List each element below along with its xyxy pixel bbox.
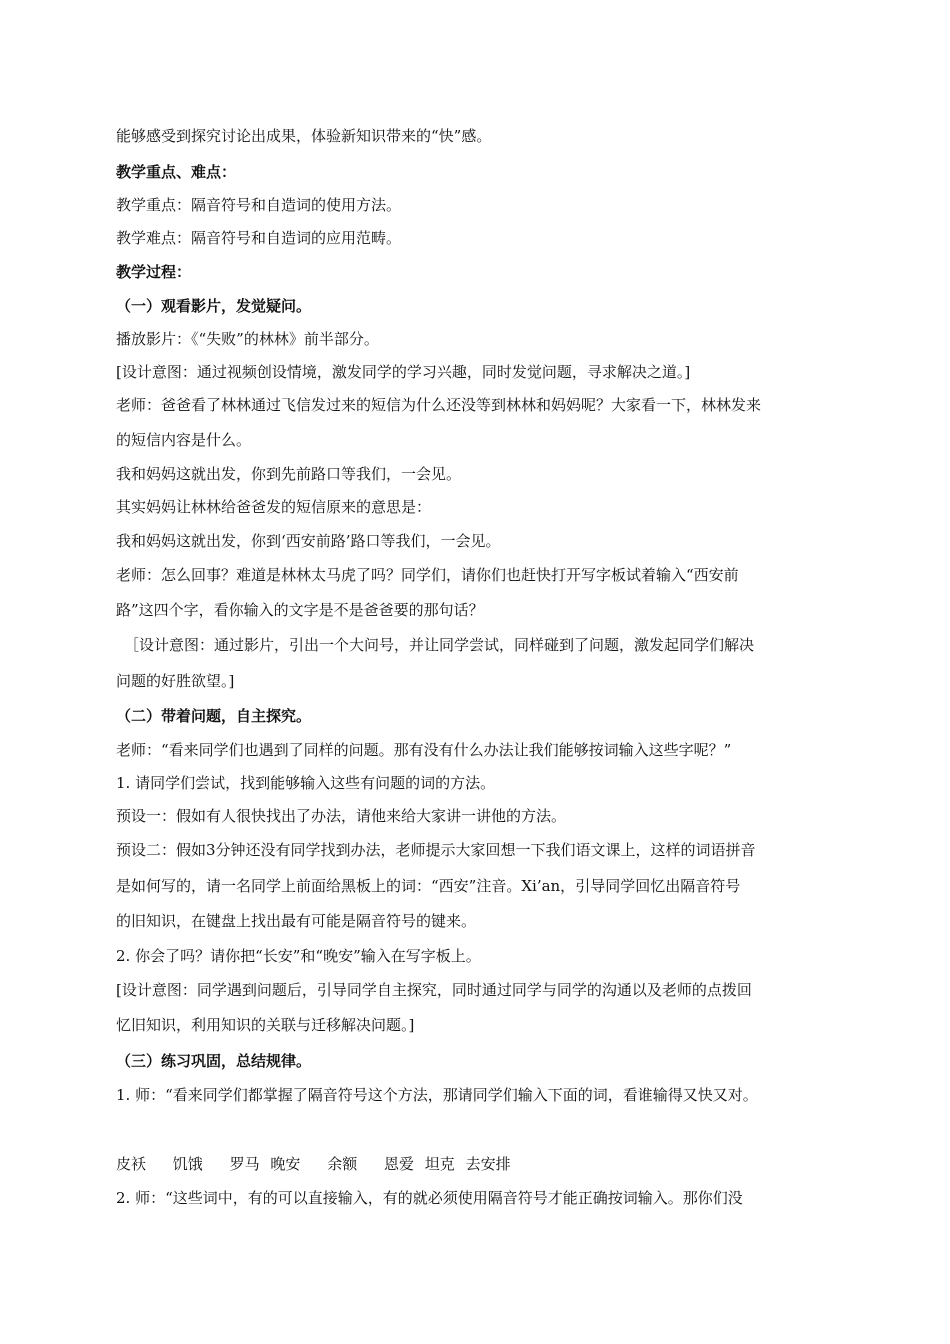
heading-section-2: （二）带着问题，自主探究。: [116, 707, 312, 725]
paragraph-key-point: 教学重点：隔音符号和自造词的使用方法。: [116, 196, 402, 214]
practice-word: 罗马: [229, 1155, 260, 1173]
list-item-practice-1: 1. 师：“看来同学们都掌握了隔音符号这个方法，那请同学们输入下面的词，看谁输得又快又对。: [116, 1086, 758, 1104]
paragraph-teacher-2b: 路”这四个字，看你输入的文字是不是爸爸要的那句话？: [116, 601, 484, 619]
practice-word: 恩爱: [383, 1155, 414, 1173]
practice-word: 去安排: [465, 1155, 511, 1173]
practice-word-list: [116, 1154, 533, 1174]
paragraph-preset-2a: 预设二：假如3分钟还没有同学找到办法，老师提示大家回想一下我们语文课上，这样的词语拼音: [116, 841, 756, 859]
list-item-1: 1. 请同学们尝试，找到能够输入这些有问题的词的方法。: [116, 774, 496, 792]
paragraph-message-right: 我和妈妈这就出发，你到‘西安前路’路口等我们，一会见。: [116, 532, 501, 550]
paragraph-preset-2c: 的旧知识，在键盘上找出最有可能是隔音符号的键来。: [116, 912, 477, 930]
practice-word: 坦克: [424, 1155, 455, 1173]
paragraph-preset-2b: 是如何写的，请一名同学上前面给黑板上的词：“西安”注音。Xi’an，引导同学回忆出隔音符号: [116, 877, 741, 895]
list-item-2: 2. 你会了吗？请你把“长安”和“晚安”输入在写字板上。: [116, 947, 481, 965]
paragraph-design-intent-2a: ［设计意图：通过影片，引出一个大问号，并让同学尝试，同样碰到了问题，激发起同学们解决: [124, 636, 755, 654]
paragraph-design-intent-3a: [设计意图：同学遇到问题后，引导同学自主探究，同时通过同学与同学的沟通以及老师的点拨回: [116, 981, 752, 999]
paragraph-goal-end: 能够感受到探究讨论出成果，体验新知识带来的“快”感。: [116, 127, 492, 145]
practice-word: 皮袄: [116, 1155, 147, 1173]
heading-section-1: （一）观看影片，发觉疑问。: [116, 297, 312, 315]
heading-section-3: （三）练习巩固，总结规律。: [116, 1052, 312, 1070]
heading-teaching-process: 教学过程：: [116, 263, 192, 281]
paragraph-design-intent-1: [设计意图：通过视频创设情境，激发同学的学习兴趣，同时发觉问题，寻求解决之道。]: [116, 363, 691, 381]
paragraph-teacher-1a: 老师：爸爸看了林林通过飞信发过来的短信为什么还没等到林林和妈妈呢？大家看一下，林林发来: [116, 396, 762, 414]
paragraph-teacher-1b: 的短信内容是什么。: [116, 431, 252, 449]
paragraph-play-video: 播放影片：《“失败”的林林》前半部分。: [116, 330, 379, 348]
paragraph-preset-1: 预设一：假如有人很快找出了办法，请他来给大家讲一讲他的方法。: [116, 807, 567, 825]
practice-word: 晚安: [270, 1155, 301, 1173]
paragraph-design-intent-3b: 忆旧知识，利用知识的关联与迁移解决问题。]: [116, 1016, 415, 1034]
paragraph-teacher-2a: 老师：怎么回事？难道是林林太马虎了吗？同学们，请你们也赶快打开写字板试着输入“西安前: [116, 566, 739, 584]
practice-word: 余额: [327, 1155, 358, 1173]
paragraph-message-wrong: 我和妈妈这就出发，你到先前路口等我们，一会见。: [116, 465, 462, 483]
paragraph-teacher-3: 老师：“看来同学们也遇到了同样的问题。那有没有什么办法让我们能够按词输入这些字呢？”: [116, 741, 732, 759]
heading-key-points: 教学重点、难点：: [116, 163, 237, 181]
list-item-practice-2: 2. 师：“这些词中，有的可以直接输入，有的就必须使用隔音符号才能正确按词输入。那你们没: [116, 1189, 743, 1207]
paragraph-difficult-point: 教学难点：隔音符号和自造词的应用范畴。: [116, 229, 402, 247]
paragraph-actually: 其实妈妈让林林给爸爸发的短信原来的意思是：: [116, 498, 432, 516]
paragraph-design-intent-2b: 问题的好胜欲望。]: [116, 672, 235, 690]
practice-word: 饥饿: [172, 1155, 203, 1173]
